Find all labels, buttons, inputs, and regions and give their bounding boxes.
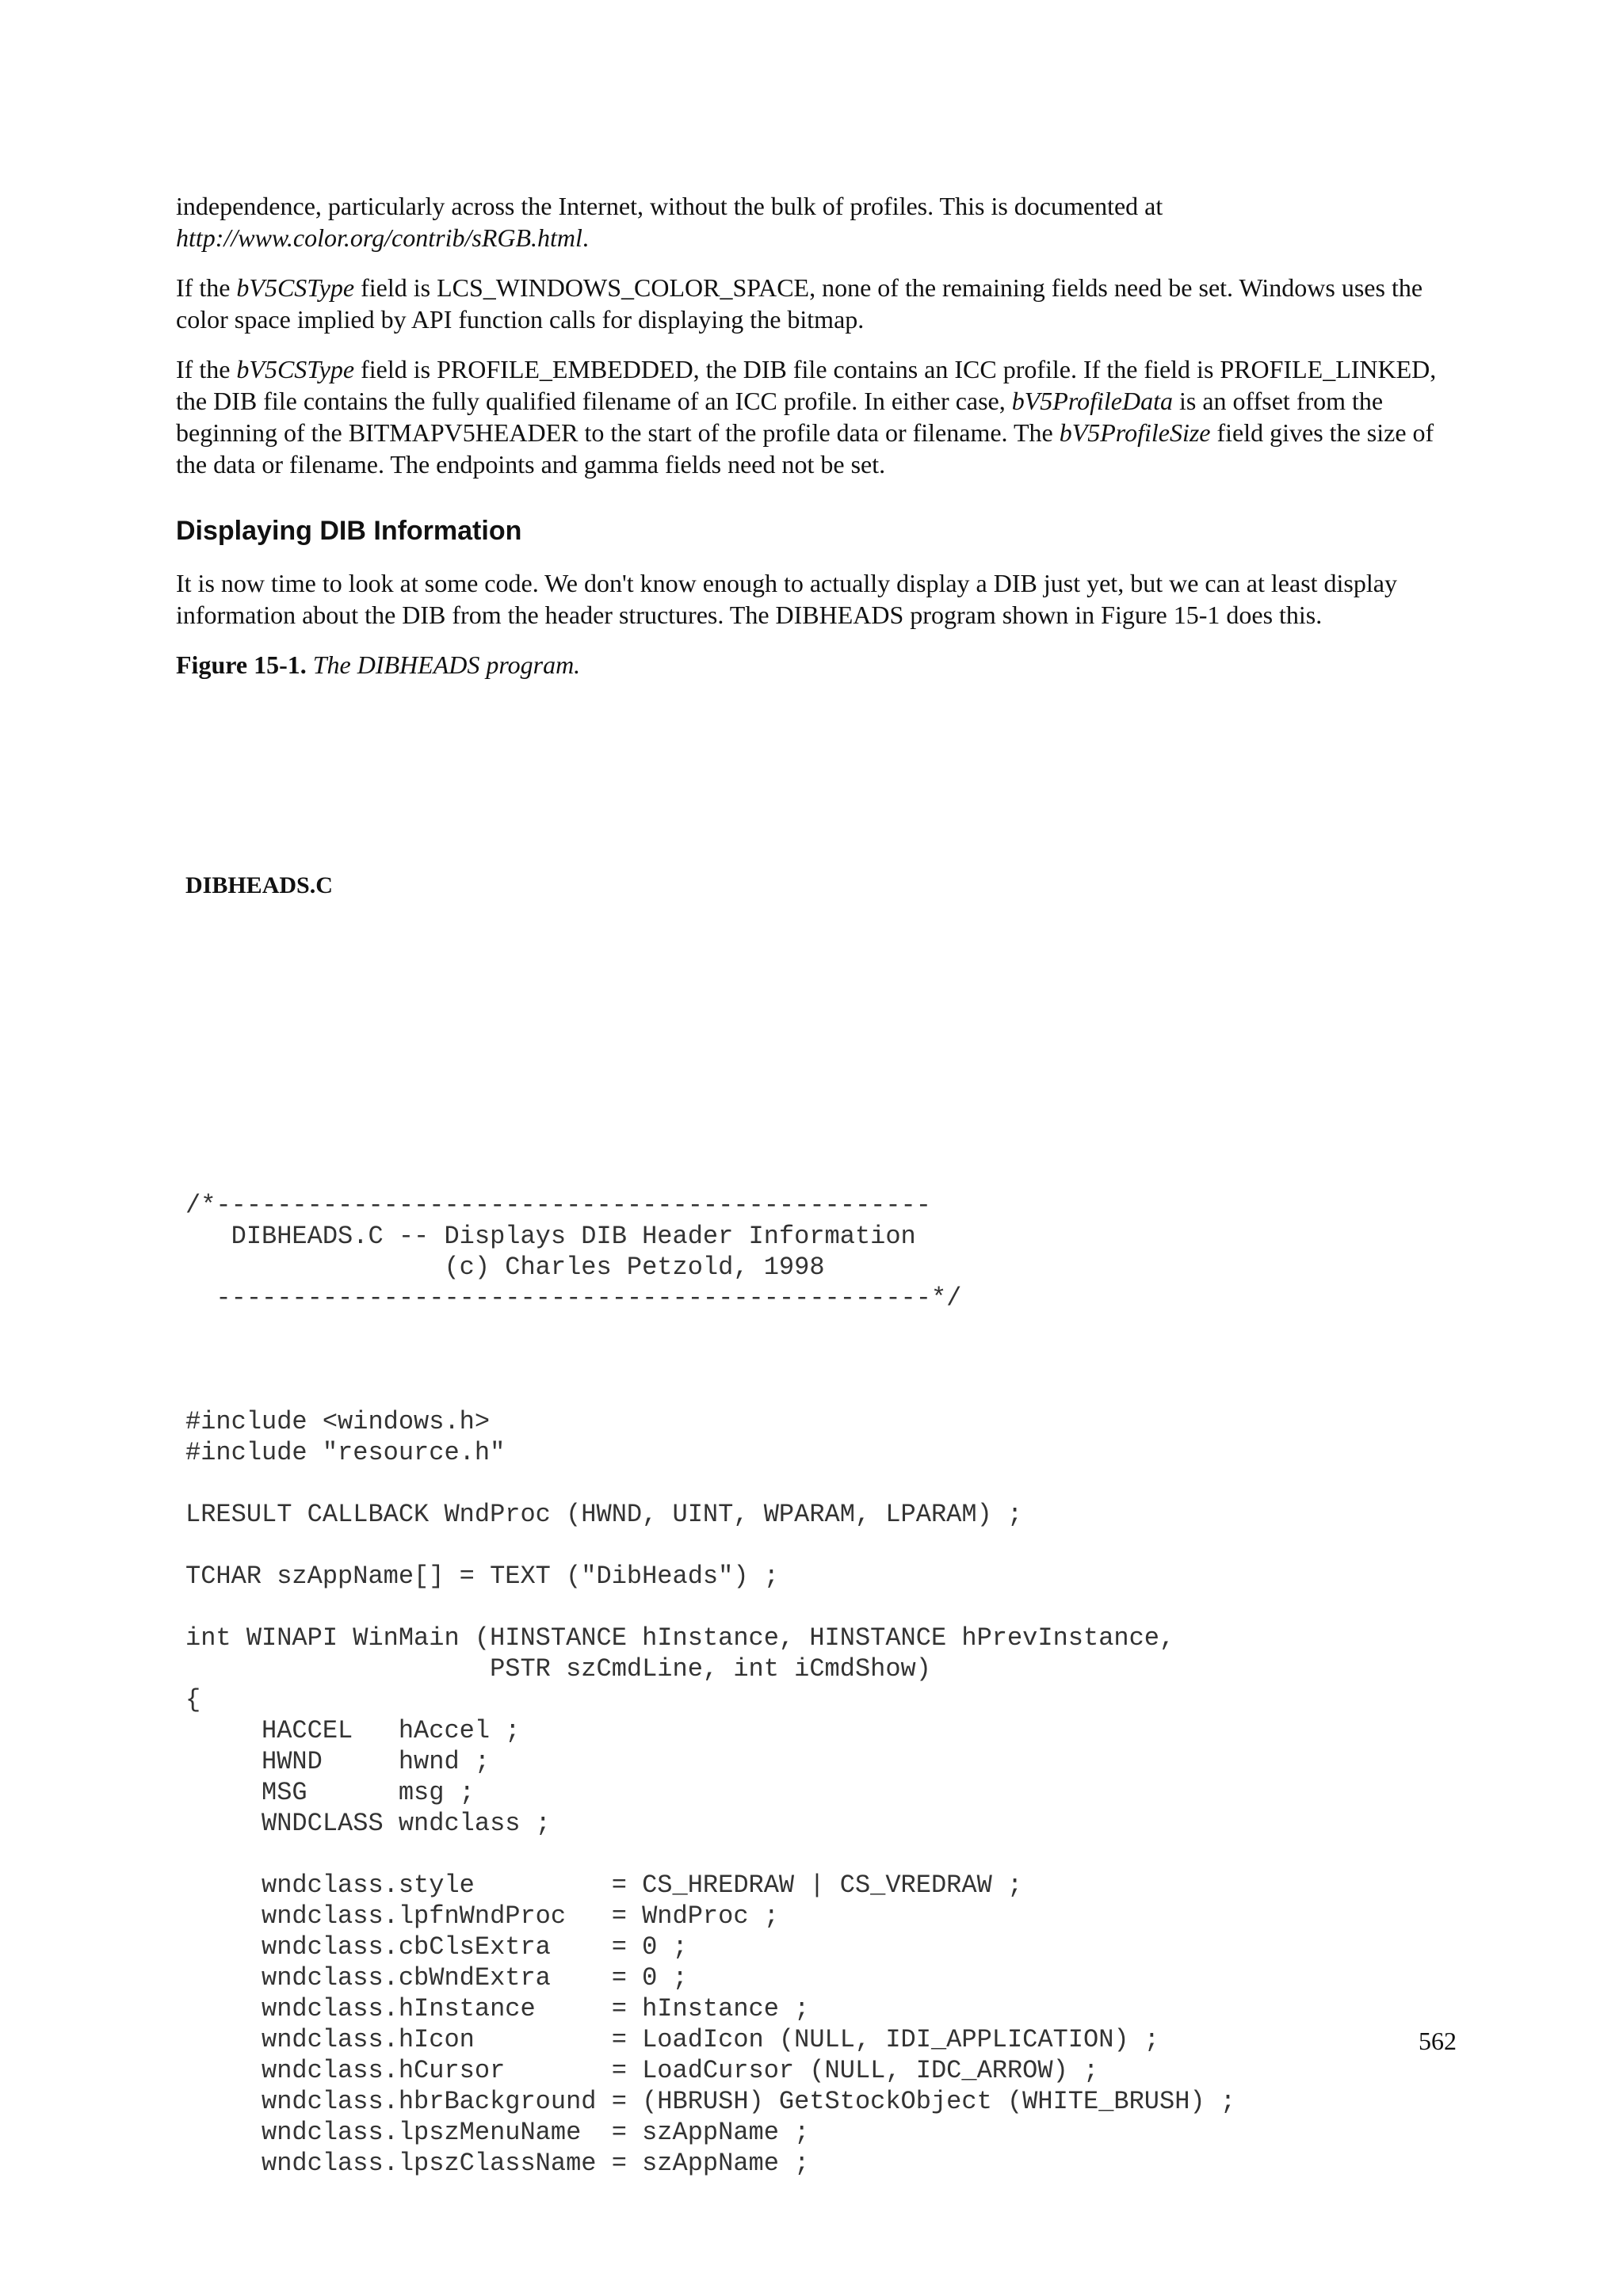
code-line: [185, 1314, 1235, 1344]
page-number: 562: [1419, 2027, 1457, 2055]
code-line: wndclass.cbWndExtra = 0 ;: [185, 1963, 688, 1993]
code-line: [185, 1468, 1235, 1499]
paragraph-profile: [176, 353, 1460, 480]
url-text: http://www.color.org/contrib/sRGB.html: [176, 223, 582, 252]
code-line: #include <windows.h>: [185, 1407, 491, 1436]
paragraph-text: If the: [176, 273, 237, 302]
code-line: LRESULT CALLBACK WndProc (HWND, UINT, WPARAM, LPARAM) ;: [185, 1500, 1023, 1529]
paragraph-text: field gives the size of the data or filename. The endpoints and gamma fields need not be set.: [176, 418, 1434, 479]
field-name: bV5CSType: [236, 355, 355, 383]
code-line: PSTR szCmdLine, int iCmdShow): [185, 1654, 931, 1684]
paragraph-text: field is LCS_WINDOWS_COLOR_SPACE, none of the remaining fields need be set. Windows uses the color space implied by API function calls for displaying the bitmap.: [176, 273, 1423, 334]
code-line: wndclass.style = CS_HREDRAW | CS_VREDRAW ;: [185, 1871, 1023, 1900]
code-line: WNDCLASS wndclass ;: [185, 1809, 551, 1838]
field-name: bV5ProfileData: [1011, 387, 1173, 415]
paragraph-text: is an offset from the beginning of the BITMAPV5HEADER to the start of the profile data or filename. The: [176, 387, 1384, 447]
code-line: [185, 1530, 1235, 1561]
code-line: wndclass.hbrBackground = (HBRUSH) GetStockObject (WHITE_BRUSH) ;: [185, 2087, 1236, 2116]
section-heading: Displaying DIB Information: [176, 516, 522, 546]
paragraph-text: If the: [176, 355, 237, 383]
code-line: [185, 1375, 1235, 1406]
code-line: wndclass.hIcon = LoadIcon (NULL, IDI_APPLICATION) ;: [185, 2025, 1159, 2054]
paragraph-intro-code: It is now time to look at some code. We don't know enough to actually display a DIB just yet, but we can at least display information about the DIB from the header structures. The DIBHEADS program shown in Figure 15-1 does this.: [176, 569, 1397, 629]
code-line: [185, 1344, 1235, 1375]
field-name: bV5CSType: [236, 273, 355, 302]
code-line: /*-----------------------------------------------: [185, 1191, 931, 1220]
figure-caption: [176, 649, 1460, 681]
paragraph-text: field is PROFILE_EMBEDDED, the DIB file contains an ICC profile. If the field is PROFILE_LINKED, the DIB file contains the fully qualified filename of an ICC profile. In either case,: [176, 355, 1437, 415]
paragraph-lcs-windows: [176, 272, 1460, 335]
code-line: int WINAPI WinMain (HINSTANCE hInstance, HINSTANCE hPrevInstance,: [185, 1623, 1175, 1653]
code-line: -----------------------------------------------*/: [185, 1283, 962, 1313]
code-line: HACCEL hAccel ;: [185, 1716, 521, 1745]
code-line: wndclass.hCursor = LoadCursor (NULL, IDC_ARROW) ;: [185, 2056, 1099, 2085]
code-line: #include "resource.h": [185, 1438, 506, 1467]
figure-title: The DIBHEADS program.: [312, 650, 581, 679]
field-name: bV5ProfileSize: [1059, 418, 1211, 447]
code-line: [185, 1592, 1235, 1623]
code-line: TCHAR szAppName[] = TEXT ("DibHeads") ;: [185, 1562, 779, 1591]
code-line: wndclass.lpszClassName = szAppName ;: [185, 2149, 810, 2178]
paragraph-text: .: [582, 223, 589, 252]
code-line: wndclass.hInstance = hInstance ;: [185, 1994, 810, 2023]
code-line: {: [185, 1685, 201, 1714]
code-line: wndclass.lpfnWndProc = WndProc ;: [185, 1901, 779, 1931]
code-line: HWND hwnd ;: [185, 1747, 491, 1776]
code-line: [185, 1839, 1235, 1870]
figure-label: Figure 15-1.: [176, 650, 307, 679]
code-listing: [185, 1190, 1235, 2179]
paragraph-srgb: [176, 190, 1460, 254]
code-line: DIBHEADS.C -- Displays DIB Header Information: [185, 1222, 916, 1251]
code-line: (c) Charles Petzold, 1998: [185, 1253, 825, 1282]
code-line: MSG msg ;: [185, 1778, 475, 1807]
code-filename: DIBHEADS.C: [185, 872, 333, 898]
paragraph-text: independence, particularly across the Internet, without the bulk of profiles. This is documented at: [176, 192, 1163, 220]
code-line: wndclass.lpszMenuName = szAppName ;: [185, 2118, 810, 2147]
code-line: wndclass.cbClsExtra = 0 ;: [185, 1932, 688, 1962]
